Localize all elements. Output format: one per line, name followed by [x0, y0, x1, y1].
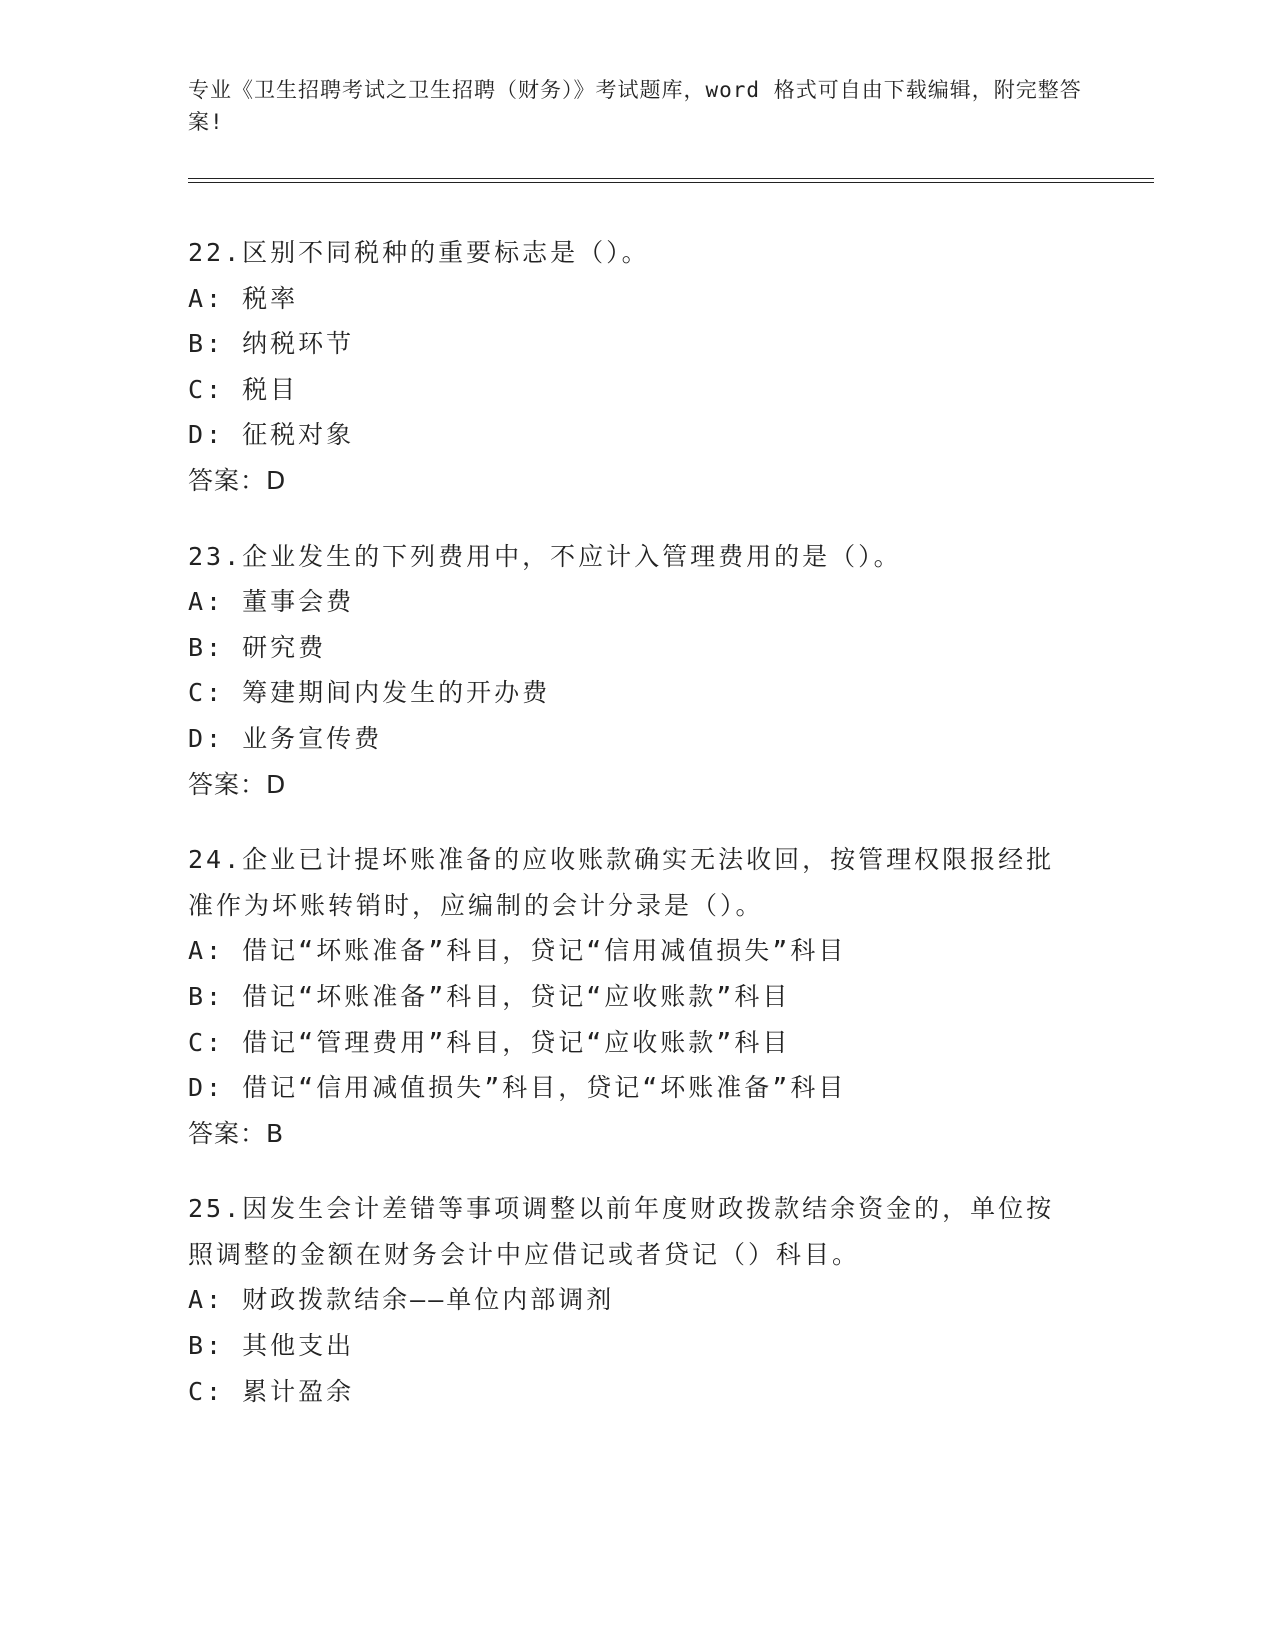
question-24: [188, 837, 1088, 1156]
option-a: A: 税率: [188, 283, 299, 313]
question-23: [188, 534, 1088, 808]
answer-text: 答案：B: [188, 1118, 285, 1148]
question-25: [188, 1186, 1088, 1414]
question-stem: 23.企业发生的下列费用中，不应计入管理费用的是（）。: [188, 541, 902, 571]
question-stem-line-2: 准作为坏账转销时，应编制的会计分录是（）。: [188, 890, 764, 920]
option-c: C: 借记“管理费用”科目，贷记“应收账款”科目: [188, 1027, 791, 1057]
option-c: C: 税目: [188, 374, 299, 404]
answer-text: 答案：D: [188, 465, 287, 495]
header-divider: [188, 178, 1154, 183]
option-b: B: 纳税环节: [188, 329, 355, 359]
question-list: [188, 230, 1088, 1444]
option-d: D: 业务宣传费: [188, 723, 383, 753]
option-c: C: 累计盈余: [188, 1376, 355, 1406]
option-b: B: 研究费: [188, 632, 327, 662]
question-stem: 22.区别不同税种的重要标志是（）。: [188, 238, 650, 267]
document-header: 专业《卫生招聘考试之卫生招聘（财务）》考试题库，word 格式可自由下载编辑，附完整答案!: [188, 78, 1082, 134]
question-stem-line-2: 照调整的金额在财务会计中应借记或者贷记（）科目。: [188, 1239, 861, 1269]
option-c: C: 筹建期间内发生的开办费: [188, 678, 551, 708]
option-a: A: 董事会费: [188, 587, 355, 617]
question-stem-line-1: 24.企业已计提坏账准备的应收账款确实无法收回，按管理权限报经批: [188, 845, 1055, 875]
question-22: [188, 230, 1088, 504]
option-d: D: 征税对象: [188, 420, 355, 450]
option-a: A: 借记“坏账准备”科目，贷记“信用减值损失”科目: [188, 936, 847, 966]
option-b: B: 其他支出: [188, 1331, 355, 1361]
question-stem-line-1: 25.因发生会计差错等事项调整以前年度财政拨款结余资金的，单位按: [188, 1194, 1055, 1224]
answer-text: 答案：D: [188, 769, 287, 799]
option-a: A: 财政拨款结余——单位内部调剂: [188, 1285, 615, 1315]
option-b: B: 借记“坏账准备”科目，贷记“应收账款”科目: [188, 981, 791, 1011]
option-d: D: 借记“信用减值损失”科目，贷记“坏账准备”科目: [188, 1073, 847, 1103]
